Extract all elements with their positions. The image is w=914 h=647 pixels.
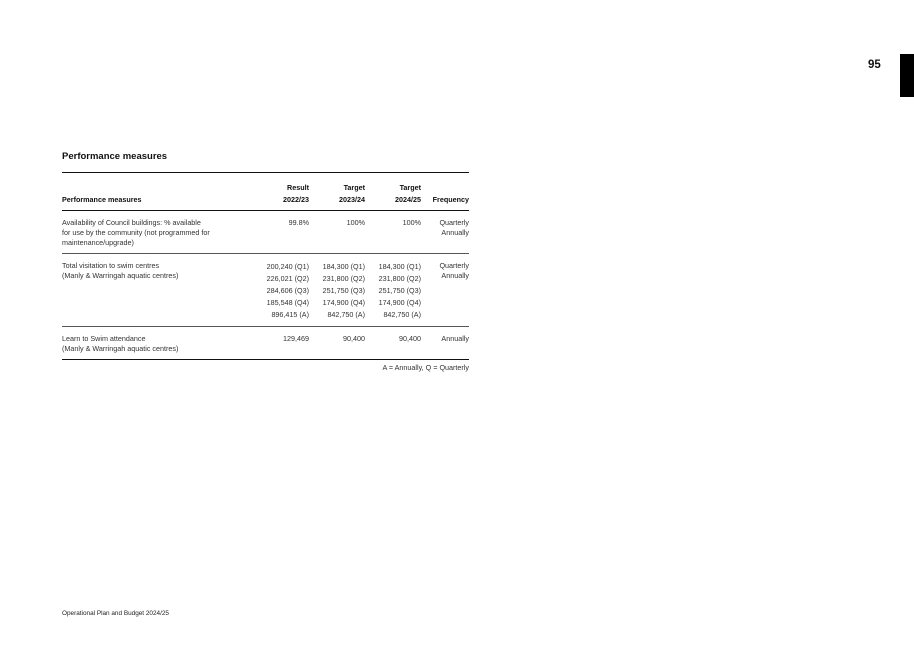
result-value: 200,240 (Q1)	[266, 262, 309, 271]
target-2023-24-cell	[309, 327, 365, 360]
target-value: 251,750 (Q3)	[322, 286, 365, 295]
performance-measures-table	[62, 172, 469, 360]
measure-text-line: (Manly & Warringah aquatic centres)	[62, 271, 179, 280]
frequency-value: Quarterly	[439, 261, 469, 270]
target-value: 184,300 (Q1)	[378, 262, 421, 271]
table-row	[62, 254, 469, 327]
header-performance-measures: Performance measures	[62, 195, 142, 204]
table-row	[62, 327, 469, 360]
frequency-cell	[421, 211, 469, 254]
header-target2-label: Target	[399, 183, 421, 192]
result-value: 896,415 (A)	[271, 310, 309, 319]
table-row	[62, 211, 469, 254]
page-tab-marker	[900, 54, 914, 97]
frequency-cell	[421, 327, 469, 360]
header-result	[258, 173, 309, 211]
measure-text-line: Total visitation to swim centres	[62, 261, 160, 270]
frequency-cell	[421, 254, 469, 327]
frequency-value: Annually	[441, 334, 469, 343]
header-frequency: Frequency	[432, 195, 469, 204]
measure-text-line: Learn to Swim attendance	[62, 334, 146, 343]
target-value: 251,750 (Q3)	[378, 286, 421, 295]
header-target-2024-25	[365, 173, 421, 211]
header-target-2023-24	[309, 173, 365, 211]
result-value: 129,469	[283, 334, 309, 343]
target-value: 174,900 (Q4)	[322, 298, 365, 307]
target-value: 174,900 (Q4)	[378, 298, 421, 307]
frequency-value: Annually	[441, 228, 469, 237]
frequency-value: Quarterly	[439, 218, 469, 227]
result-value: 99.8%	[288, 218, 309, 227]
header-target2-year: 2024/25	[395, 195, 421, 204]
table-footnote: A = Annually, Q = Quarterly	[382, 363, 469, 372]
target-value: 231,800 (Q2)	[322, 274, 365, 283]
measure-cell	[62, 211, 258, 254]
target-2024-25-cell	[365, 211, 421, 254]
target-value: 100%	[402, 218, 421, 227]
target-value: 90,400	[343, 334, 365, 343]
result-cell	[258, 211, 309, 254]
measure-text-line: (Manly & Warringah aquatic centres)	[62, 344, 179, 353]
header-result-label: Result	[287, 183, 309, 192]
section-title: Performance measures	[62, 151, 168, 162]
document-footer: Operational Plan and Budget 2024/25	[62, 610, 169, 617]
header-result-year: 2022/23	[283, 195, 309, 204]
target-value: 90,400	[399, 334, 421, 343]
measure-text-line: for use by the community (not programmed for	[62, 228, 210, 237]
target-value: 184,300 (Q1)	[322, 262, 365, 271]
frequency-value: Annually	[441, 271, 469, 280]
result-value: 226,021 (Q2)	[266, 274, 309, 283]
header-target1-year: 2023/24	[339, 195, 365, 204]
table-header-row	[62, 173, 469, 211]
measure-cell	[62, 327, 258, 360]
result-cell	[258, 327, 309, 360]
header-target1-label: Target	[343, 183, 365, 192]
target-value: 231,800 (Q2)	[378, 274, 421, 283]
target-2024-25-cell	[365, 254, 421, 327]
page-number: 95	[868, 59, 881, 71]
result-value: 284,606 (Q3)	[266, 286, 309, 295]
measure-cell	[62, 254, 258, 327]
target-2023-24-cell	[309, 211, 365, 254]
measure-text-line: Availability of Council buildings: % available	[62, 218, 201, 227]
measure-text-line: maintenance/upgrade)	[62, 238, 134, 247]
result-value: 185,548 (Q4)	[266, 298, 309, 307]
target-value: 842,750 (A)	[383, 310, 421, 319]
target-value: 842,750 (A)	[327, 310, 365, 319]
target-2024-25-cell	[365, 327, 421, 360]
target-2023-24-cell	[309, 254, 365, 327]
performance-table-container	[62, 172, 469, 360]
target-value: 100%	[346, 218, 365, 227]
result-cell	[258, 254, 309, 327]
